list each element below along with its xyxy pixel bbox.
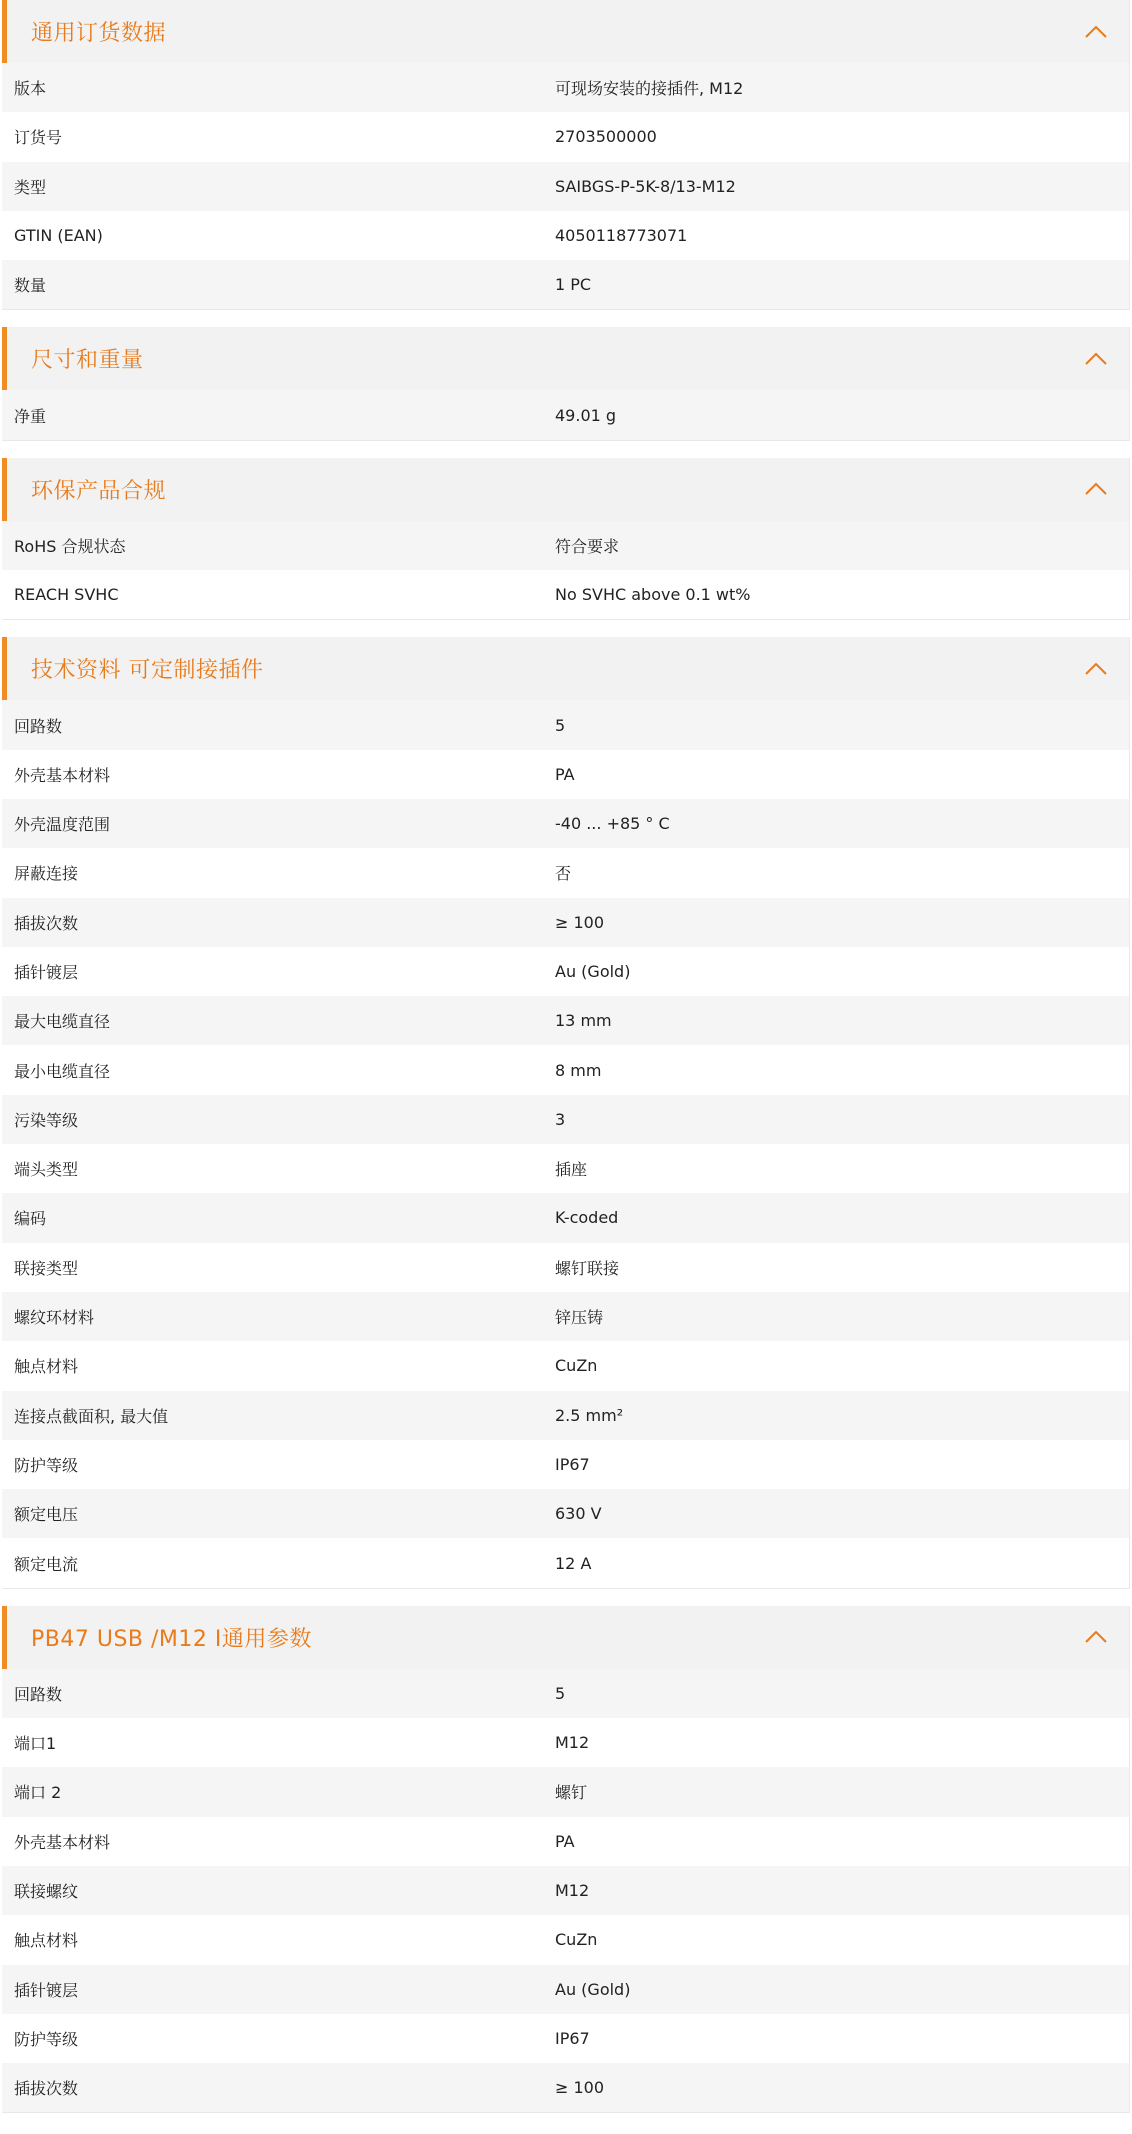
spec-row [2,848,1129,897]
spec-label: 最小电缆直径 [14,1061,111,1081]
spec-label: RoHS 合规状态 [14,536,126,556]
spec-rows [2,63,1129,309]
spec-value: PA [555,1831,575,1851]
spec-row [2,521,1129,570]
spec-value: M12 [555,1881,590,1901]
spec-row [2,1489,1129,1538]
spec-row [2,1669,1129,1718]
spec-row [2,1243,1129,1292]
spec-row [2,162,1129,211]
spec-value: 符合要求 [555,536,620,556]
spec-row [2,390,1129,439]
spec-section [2,0,1130,310]
spec-value: 49.01 g [555,405,617,425]
spec-row [2,898,1129,947]
spec-value: 630 V [555,1504,602,1524]
spec-label: 外壳基本材料 [14,1832,111,1852]
spec-row [2,996,1129,1045]
spec-row [2,570,1129,619]
spec-label: 编码 [14,1209,47,1229]
spec-row [2,63,1129,112]
spec-row [2,1144,1129,1193]
spec-label: 污染等级 [14,1110,79,1130]
spec-row [2,1440,1129,1489]
spec-value: M12 [555,1733,590,1753]
spec-value: PA [555,764,575,784]
spec-label: 版本 [14,79,47,99]
spec-label: 订货号 [14,128,63,148]
spec-label: 联接类型 [14,1258,79,1278]
spec-value: 1 PC [555,275,592,295]
spec-label: 端头类型 [14,1160,79,1180]
spec-row [2,1965,1129,2014]
spec-label: 外壳基本材料 [14,765,111,785]
spec-value: 2703500000 [555,127,657,147]
spec-label: 插拔次数 [14,913,79,933]
spec-value: 12 A [555,1553,592,1573]
spec-label: 类型 [14,177,47,197]
spec-row [2,211,1129,260]
spec-row [2,260,1129,309]
spec-value: 2.5 mm² [555,1405,624,1425]
section-header[interactable] [2,637,1129,700]
spec-label: 联接螺纹 [14,1882,79,1902]
spec-value: 3 [555,1109,566,1129]
spec-row [2,947,1129,996]
spec-label: 最大电缆直径 [14,1012,111,1032]
section-header[interactable] [2,1606,1129,1669]
spec-value: No SVHC above 0.1 wt% [555,585,751,605]
spec-value: -40 ... +85 ° C [555,814,670,834]
chevron-up-icon[interactable] [1081,659,1111,679]
spec-value: Au (Gold) [555,1979,631,1999]
spec-row [2,1391,1129,1440]
spec-label: 回路数 [14,716,63,736]
spec-value: 螺钉 [555,1783,588,1803]
spec-label: 额定电流 [14,1554,79,1574]
spec-row [2,112,1129,161]
section-title: 技术资料 可定制接插件 [31,658,264,684]
spec-row [2,1095,1129,1144]
spec-row [2,1538,1129,1587]
spec-label: 插针镀层 [14,963,79,982]
spec-value: 13 mm [555,1011,612,1031]
spec-value: IP67 [555,2028,590,2048]
section-header[interactable] [2,327,1129,390]
spec-row [2,1866,1129,1915]
spec-value: IP67 [555,1454,590,1474]
chevron-up-icon[interactable] [1081,1627,1111,1647]
spec-section [2,1606,1130,2114]
spec-row [2,1915,1129,1964]
spec-rows [2,390,1129,439]
spec-label: 净重 [14,406,47,426]
spec-rows [2,521,1129,620]
chevron-up-icon[interactable] [1081,349,1111,369]
section-title: 通用订货数据 [31,21,167,46]
spec-label: 螺纹环材料 [14,1308,95,1328]
spec-row [2,700,1129,749]
spec-row [2,1045,1129,1094]
spec-value: 螺钉联接 [555,1258,620,1278]
spec-label: 防护等级 [14,2029,79,2049]
spec-value: 5 [555,715,566,735]
spec-label: 插拔次数 [14,2079,79,2099]
spec-row [2,2063,1129,2112]
spec-label: 屏蔽连接 [14,864,79,884]
spec-row [2,1767,1129,1816]
spec-label: GTIN (EAN) [14,226,103,246]
spec-row [2,1341,1129,1390]
spec-label: 触点材料 [14,1357,79,1377]
spec-value: 否 [555,864,572,884]
spec-label: 回路数 [14,1684,63,1704]
spec-section [2,458,1130,621]
section-title: PB47 USB /M12 I通用参数 [31,1626,312,1652]
spec-label: 数量 [14,276,47,296]
chevron-up-icon[interactable] [1081,479,1111,499]
spec-section [2,327,1130,440]
spec-value: 4050118773071 [555,226,688,246]
spec-label: 端口1 [14,1734,57,1754]
spec-value: CuZn [555,1930,598,1950]
spec-value: Au (Gold) [555,962,631,981]
spec-value: 可现场安装的接插件, M12 [555,79,744,99]
chevron-up-icon[interactable] [1081,22,1111,42]
spec-row [2,1292,1129,1341]
spec-row [2,750,1129,799]
section-title: 尺寸和重量 [31,348,144,374]
spec-value: 插座 [555,1160,588,1180]
spec-value: ≥ 100 [555,2078,605,2098]
spec-row [2,799,1129,848]
section-header[interactable] [2,0,1129,63]
spec-rows [2,1669,1129,2113]
spec-row [2,2014,1129,2063]
spec-value: ≥ 100 [555,912,605,932]
spec-label: 外壳温度范围 [14,815,111,835]
spec-row [2,1193,1129,1242]
spec-value: 锌压铸 [555,1308,604,1328]
spec-label: 额定电压 [14,1505,79,1525]
spec-label: 防护等级 [14,1455,79,1475]
spec-rows [2,700,1129,1587]
spec-value: 5 [555,1683,566,1703]
spec-value: SAIBGS-P-5K-8/13-M12 [555,176,736,196]
spec-value: K-coded [555,1208,619,1228]
spec-label: 触点材料 [14,1931,79,1951]
spec-label: REACH SVHC [14,585,119,605]
spec-row [2,1718,1129,1767]
spec-label: 连接点截面积, 最大值 [14,1406,169,1426]
spec-label: 端口 2 [14,1783,62,1803]
section-title: 环保产品合规 [31,478,167,504]
spec-label: 插针镀层 [14,1980,79,2000]
spec-section [2,637,1130,1588]
spec-value: CuZn [555,1356,598,1376]
section-header[interactable] [2,458,1129,521]
spec-value: 8 mm [555,1060,602,1080]
spec-row [2,1817,1129,1866]
